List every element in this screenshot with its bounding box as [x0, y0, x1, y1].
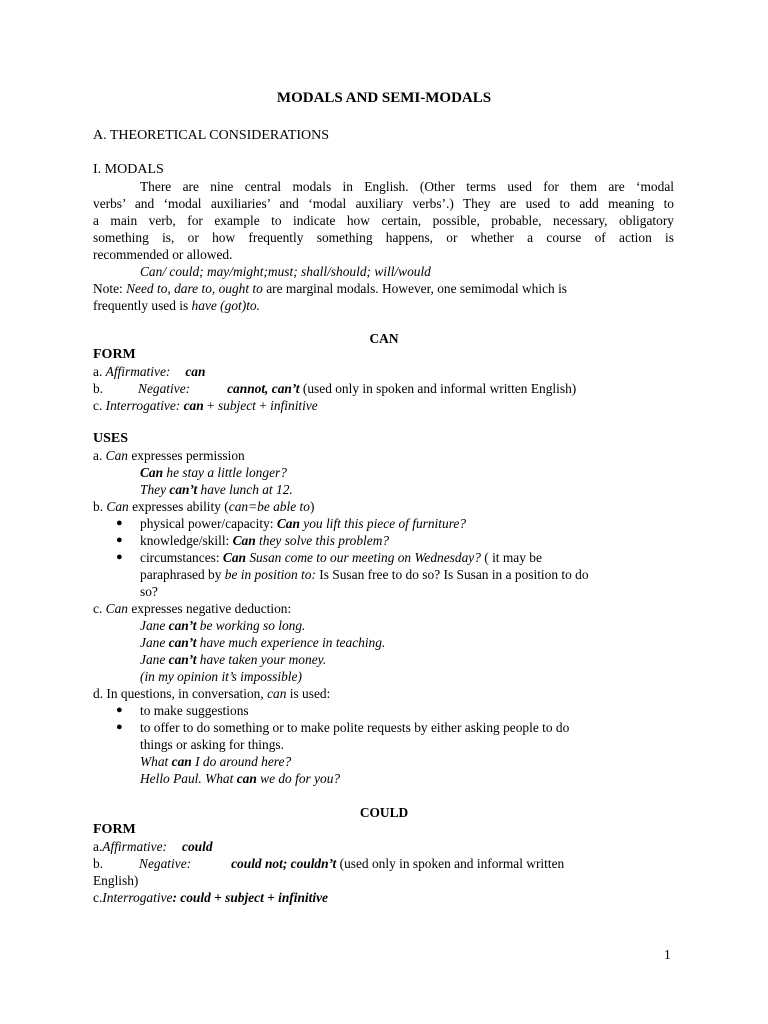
- bullet-icon: ●: [116, 551, 123, 563]
- can-use-c: [93, 600, 674, 617]
- note-line-1: [93, 280, 674, 297]
- use-c-example-3: [140, 651, 674, 668]
- note-semimodal: have (got)to.: [191, 298, 260, 313]
- use-b-text: expresses ability (: [128, 499, 229, 514]
- could-int-label: c.: [93, 890, 103, 905]
- use-d-bullet-2: to offer to do something or to make polite requests by either asking people to do: [140, 720, 570, 735]
- can-int-plus-1: +: [203, 398, 218, 413]
- could-negative-line-2: English): [93, 873, 139, 888]
- use-c-can: Can: [105, 601, 128, 616]
- bullet-text: circumstances:: [140, 550, 223, 565]
- example-modal: can: [171, 754, 192, 769]
- note-line-2-text: frequently used is: [93, 298, 192, 313]
- bullet-text: Is Susan free to do so? Is Susan in a position to do: [315, 567, 589, 582]
- can-neg-label: b.: [93, 381, 104, 396]
- could-heading: COULD: [359, 805, 409, 820]
- use-a-can: Can: [105, 448, 128, 463]
- can-int-label: c.: [93, 398, 106, 413]
- use-c-label: c.: [93, 601, 106, 616]
- use-b-label: b.: [93, 499, 107, 514]
- can-form-heading: FORM: [93, 347, 136, 362]
- document-title: MODALS AND SEMI-MODALS: [276, 90, 492, 106]
- example-text: I do around here?: [191, 754, 292, 769]
- use-b-can: Can: [106, 499, 129, 514]
- example-text: you lift this piece of furniture?: [299, 516, 467, 531]
- example-text: be working so long.: [196, 618, 306, 633]
- use-d-can: can: [267, 686, 287, 701]
- example-text: Jane: [140, 635, 169, 650]
- example-modal: can: [236, 771, 257, 786]
- bullet-text: paraphrased by: [140, 567, 225, 582]
- can-interrogative: [93, 397, 674, 414]
- use-d-example-1: [140, 753, 674, 770]
- use-b-close: ): [309, 499, 315, 514]
- example-text: they solve this problem?: [255, 533, 390, 548]
- could-int-title: Interrogative: [102, 890, 173, 905]
- intro-line-2: verbs’ and ‘modal auxiliaries’ and ‘modal auxiliary verbs’.) They are used to add meaning to: [93, 196, 674, 211]
- use-b-bullet-1: [140, 515, 674, 532]
- could-int-value: : could + subject + infinitive: [172, 890, 328, 905]
- use-b-paraphrase: can=be able to: [228, 499, 310, 514]
- can-use-a: [93, 447, 674, 464]
- could-neg-note: (used only in spoken and informal written: [336, 856, 565, 871]
- can-int-value: can: [183, 398, 204, 413]
- example-text: Susan come to our meeting on Wednesday?: [246, 550, 481, 565]
- can-negative: [93, 380, 674, 397]
- bullet-text: ( it may be: [480, 550, 542, 565]
- could-interrogative: [93, 889, 674, 906]
- use-c-example-1: [140, 617, 674, 634]
- use-d-text: is used:: [286, 686, 331, 701]
- use-c-text: expresses negative deduction:: [127, 601, 292, 616]
- bullet-icon: ●: [116, 517, 123, 529]
- use-a-text: expresses permission: [127, 448, 245, 463]
- use-b-bullet-2: [140, 532, 674, 549]
- use-d-bullet-1: to make suggestions: [140, 703, 249, 718]
- could-neg-value: could not; couldn’t: [231, 856, 337, 871]
- use-b-bullet-3: [140, 549, 674, 566]
- use-d-text: d. In questions, in conversation,: [93, 686, 268, 701]
- bullet-icon: ●: [116, 534, 123, 546]
- example-text: have taken your money.: [196, 652, 327, 667]
- example-text: have much experience in teaching.: [196, 635, 386, 650]
- note-marginal-modals: Need to, dare to, ought to: [126, 281, 263, 296]
- bullet-icon: ●: [116, 721, 123, 733]
- could-aff-label: a.: [93, 839, 103, 854]
- use-a-label: a.: [93, 448, 106, 463]
- can-int-subject: subject: [217, 398, 256, 413]
- can-neg-value: cannot, can’t: [227, 381, 300, 396]
- example-modal: can’t: [169, 482, 198, 497]
- section-heading-modals: I. MODALS: [93, 162, 164, 177]
- could-form-heading: FORM: [93, 822, 136, 837]
- can-use-d: [93, 685, 674, 702]
- use-d-example-2: [140, 770, 674, 787]
- use-a-example-1: [140, 464, 674, 481]
- example-text: Hello Paul. What: [140, 771, 237, 786]
- example-modal: can’t: [168, 618, 197, 633]
- can-int-infinitive: infinitive: [270, 398, 318, 413]
- use-a-example-2: [140, 481, 674, 498]
- could-aff-value: could: [182, 839, 213, 854]
- example-text: What: [140, 754, 172, 769]
- note-rest: are marginal modals. However, one semimodal which is: [262, 281, 568, 296]
- can-int-plus-2: +: [255, 398, 271, 413]
- can-int-title: Interrogative:: [105, 398, 184, 413]
- use-d-bullet-2-line-2: things or asking for things.: [140, 737, 284, 752]
- example-text: Jane: [140, 618, 169, 633]
- can-neg-title: Negative:: [138, 381, 191, 396]
- example-text: we do for you?: [256, 771, 341, 786]
- example-modal: can’t: [168, 635, 197, 650]
- can-heading: CAN: [369, 331, 399, 346]
- example-text: have lunch at 12.: [197, 482, 293, 497]
- can-uses-heading: USES: [93, 431, 129, 446]
- bullet-icon: ●: [116, 704, 123, 716]
- use-c-example-4: (in my opinion it’s impossible): [140, 669, 302, 684]
- section-heading-a: A. THEORETICAL CONSIDERATIONS: [93, 128, 330, 143]
- bullet-text: physical power/capacity:: [140, 516, 277, 531]
- page-number: 1: [664, 947, 671, 962]
- can-aff-value: can: [185, 364, 206, 379]
- paraphrase-text: be in position to:: [224, 567, 316, 582]
- could-neg-title: Negative:: [139, 856, 192, 871]
- example-modal: Can: [232, 533, 256, 548]
- can-use-b: [93, 498, 674, 515]
- example-text: he stay a little longer?: [163, 465, 287, 480]
- intro-line-4: something is, or how frequently something happens, or whether a course of action is: [93, 230, 674, 245]
- can-affirmative: [93, 363, 674, 380]
- example-text: Jane: [140, 652, 169, 667]
- can-aff-label: a.: [93, 364, 106, 379]
- example-modal: Can: [222, 550, 246, 565]
- example-modal: Can: [140, 465, 164, 480]
- use-b-bullet-3-line-2: [140, 566, 674, 583]
- intro-line-5: recommended or allowed.: [93, 247, 233, 262]
- example-modal: Can: [276, 516, 300, 531]
- could-aff-title: Affirmative:: [102, 839, 168, 854]
- example-text: They: [140, 482, 170, 497]
- example-modal: can’t: [168, 652, 197, 667]
- intro-line-3: a main verb, for example to indicate how certain, possible, probable, necessary, obligatory: [93, 213, 674, 228]
- can-aff-title: Affirmative:: [105, 364, 171, 379]
- intro-line-1: There are nine central modals in English. (Other terms used for them are ‘modal: [140, 179, 674, 194]
- bullet-text: knowledge/skill:: [140, 533, 233, 548]
- could-affirmative: [93, 838, 674, 855]
- modal-list: Can/ could; may/might;must; shall/should; will/would: [140, 264, 431, 279]
- could-neg-label: b.: [93, 856, 104, 871]
- can-neg-note: (used only in spoken and informal written English): [299, 381, 577, 396]
- use-c-example-2: [140, 634, 674, 651]
- use-b-bullet-3-line-3: so?: [140, 584, 158, 599]
- note-line-2: [93, 297, 674, 314]
- could-negative: [93, 855, 674, 872]
- note-label: Note:: [93, 281, 127, 296]
